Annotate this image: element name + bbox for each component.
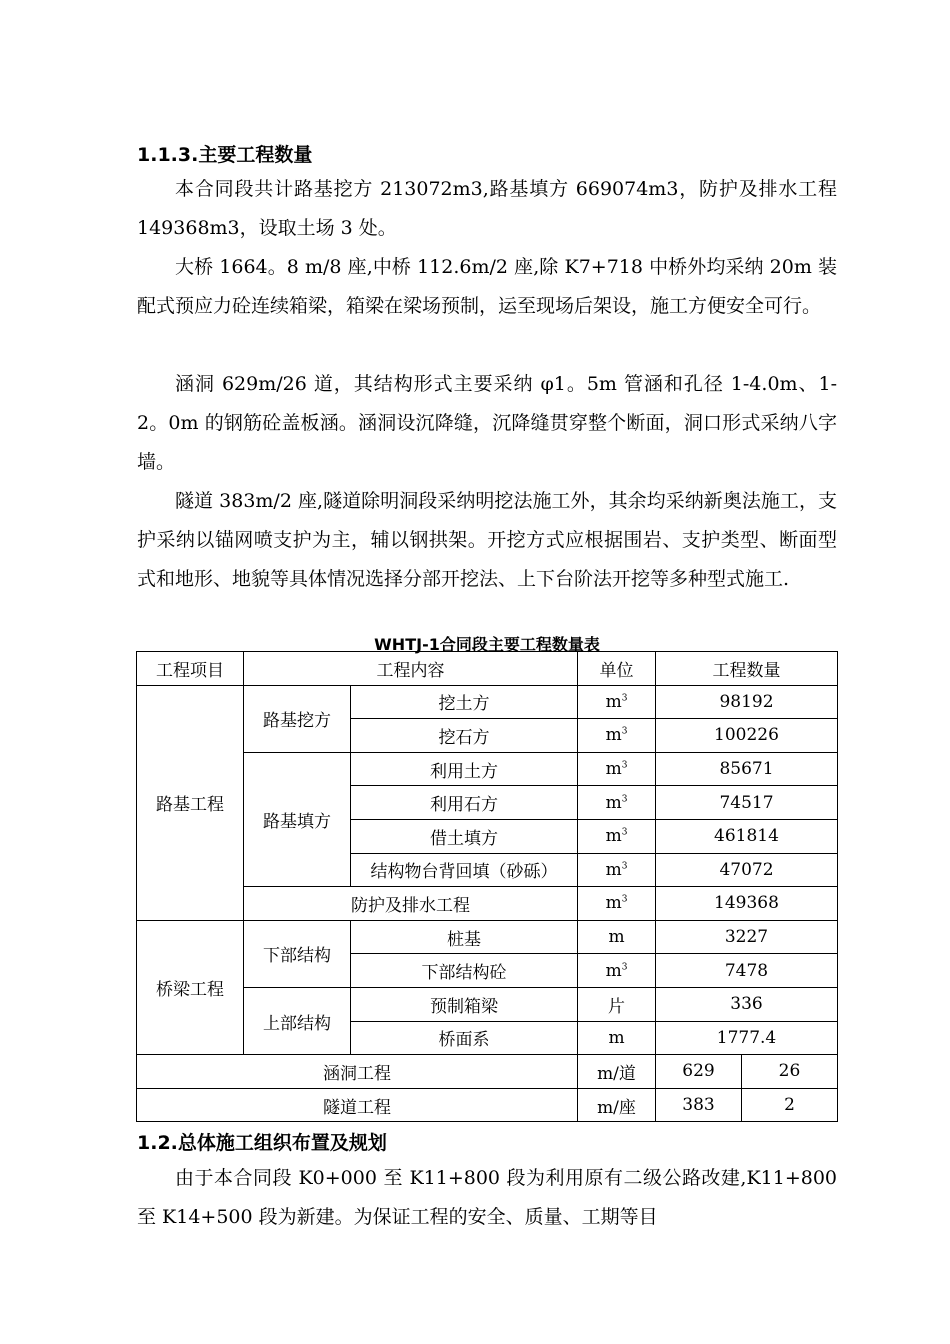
item-name: 桩基 [351,920,578,954]
item-quantity: 336 [656,987,838,1021]
table-row [137,1055,838,1089]
paragraph-earthwork: 本合同段共计路基挖方 213072m3,路基填方 669074m3，防护及排水工程 149368m3，设取土场 3 处。 [137,178,837,239]
section-heading-1-2: 1.2.总体施工组织布置及规划 [137,1132,387,1154]
item-name: 挖土方 [351,685,578,719]
item-unit: $m^3$ [578,719,656,753]
category-culvert: 涵洞工程 [137,1055,578,1089]
quantity-table [136,651,838,1122]
item-unit: 片 [578,987,656,1021]
item-name: 防护及排水工程 [244,887,578,921]
paragraph-tunnels: 隧道 383m/2 座,隧道除明洞段采纳明挖法施工外，其余均采纳新奥法施工，支护采纳以锚网喷支护为主，辅以钢拱架。开挖方式应根据围岩、支护类型、断面型式和地形、地貌等具体情况选择分部开挖法、上下台阶法开挖等多种型式施工. [137,490,837,590]
item-unit: m/道 [578,1055,656,1089]
item-unit: m [578,920,656,954]
category-bridge: 桥梁工程 [137,920,244,1054]
paragraph-bridges: 大桥 1664。8 m/8 座,中桥 112.6m/2 座,除 K7+718 中桥外均采纳 20m 装配式预应力砼连续箱梁，箱梁在梁场预制，运至现场后架设，施工方便安全可行。 [137,256,837,317]
item-quantity: 100226 [656,719,838,753]
item-quantity: 47072 [656,853,838,887]
item-unit: $m^3$ [578,786,656,820]
item-count: 26 [742,1055,838,1089]
category-tunnel: 隧道工程 [137,1088,578,1122]
item-quantity: 74517 [656,786,838,820]
subcategory-fill: 路基填方 [244,752,351,886]
item-name: 借土填方 [351,819,578,853]
item-name: 预制箱梁 [351,987,578,1021]
paragraph-culverts: 涵洞 629m/26 道，其结构形式主要采纳 φ1。5m 管涵和孔径 1-4.0m、1-2。0m 的钢筋砼盖板涵。涵洞设沉降缝，沉降缝贯穿整个断面，洞口形式采纳八字墙。 [137,373,837,473]
item-unit: $m^3$ [578,819,656,853]
item-name: 桥面系 [351,1021,578,1055]
item-unit: $m^3$ [578,685,656,719]
item-quantity: 3227 [656,920,838,954]
item-unit: $m^3$ [578,853,656,887]
subcategory-excavation: 路基挖方 [244,685,351,752]
item-unit: m/座 [578,1088,656,1122]
item-unit: $m^3$ [578,954,656,988]
header-content: 工程内容 [244,652,578,686]
item-quantity: 149368 [656,887,838,921]
item-quantity: 98192 [656,685,838,719]
item-length: 629 [656,1055,742,1089]
item-name: 结构物台背回填（砂砾） [351,853,578,887]
item-unit: m [578,1021,656,1055]
table-header-row [137,652,838,686]
header-quantity: 工程数量 [656,652,838,686]
category-roadbed: 路基工程 [137,685,244,920]
item-quantity: 85671 [656,752,838,786]
item-quantity: 1777.4 [656,1021,838,1055]
paragraph-construction-plan: 由于本合同段 K0+000 至 K11+800 段为利用原有二级公路改建,K11+800 至 K14+500 段为新建。为保证工程的安全、质量、工期等目 [137,1167,837,1228]
table-row [137,920,838,954]
header-unit: 单位 [578,652,656,686]
table-row [137,685,838,719]
table-row [137,1088,838,1122]
item-count: 2 [742,1088,838,1122]
table-caption: WHTJ-1合同段主要工程数量表 [374,635,600,654]
subcategory-upper-structure: 上部结构 [244,987,351,1054]
item-name: 挖石方 [351,719,578,753]
item-name: 利用石方 [351,786,578,820]
item-name: 下部结构砼 [351,954,578,988]
item-length: 383 [656,1088,742,1122]
section-heading-1-1-3: 1.1.3.主要工程数量 [137,144,313,166]
item-name: 利用土方 [351,752,578,786]
item-quantity: 461814 [656,819,838,853]
item-unit: $m^3$ [578,887,656,921]
item-unit: $m^3$ [578,752,656,786]
header-item: 工程项目 [137,652,244,686]
subcategory-lower-structure: 下部结构 [244,920,351,987]
item-quantity: 7478 [656,954,838,988]
